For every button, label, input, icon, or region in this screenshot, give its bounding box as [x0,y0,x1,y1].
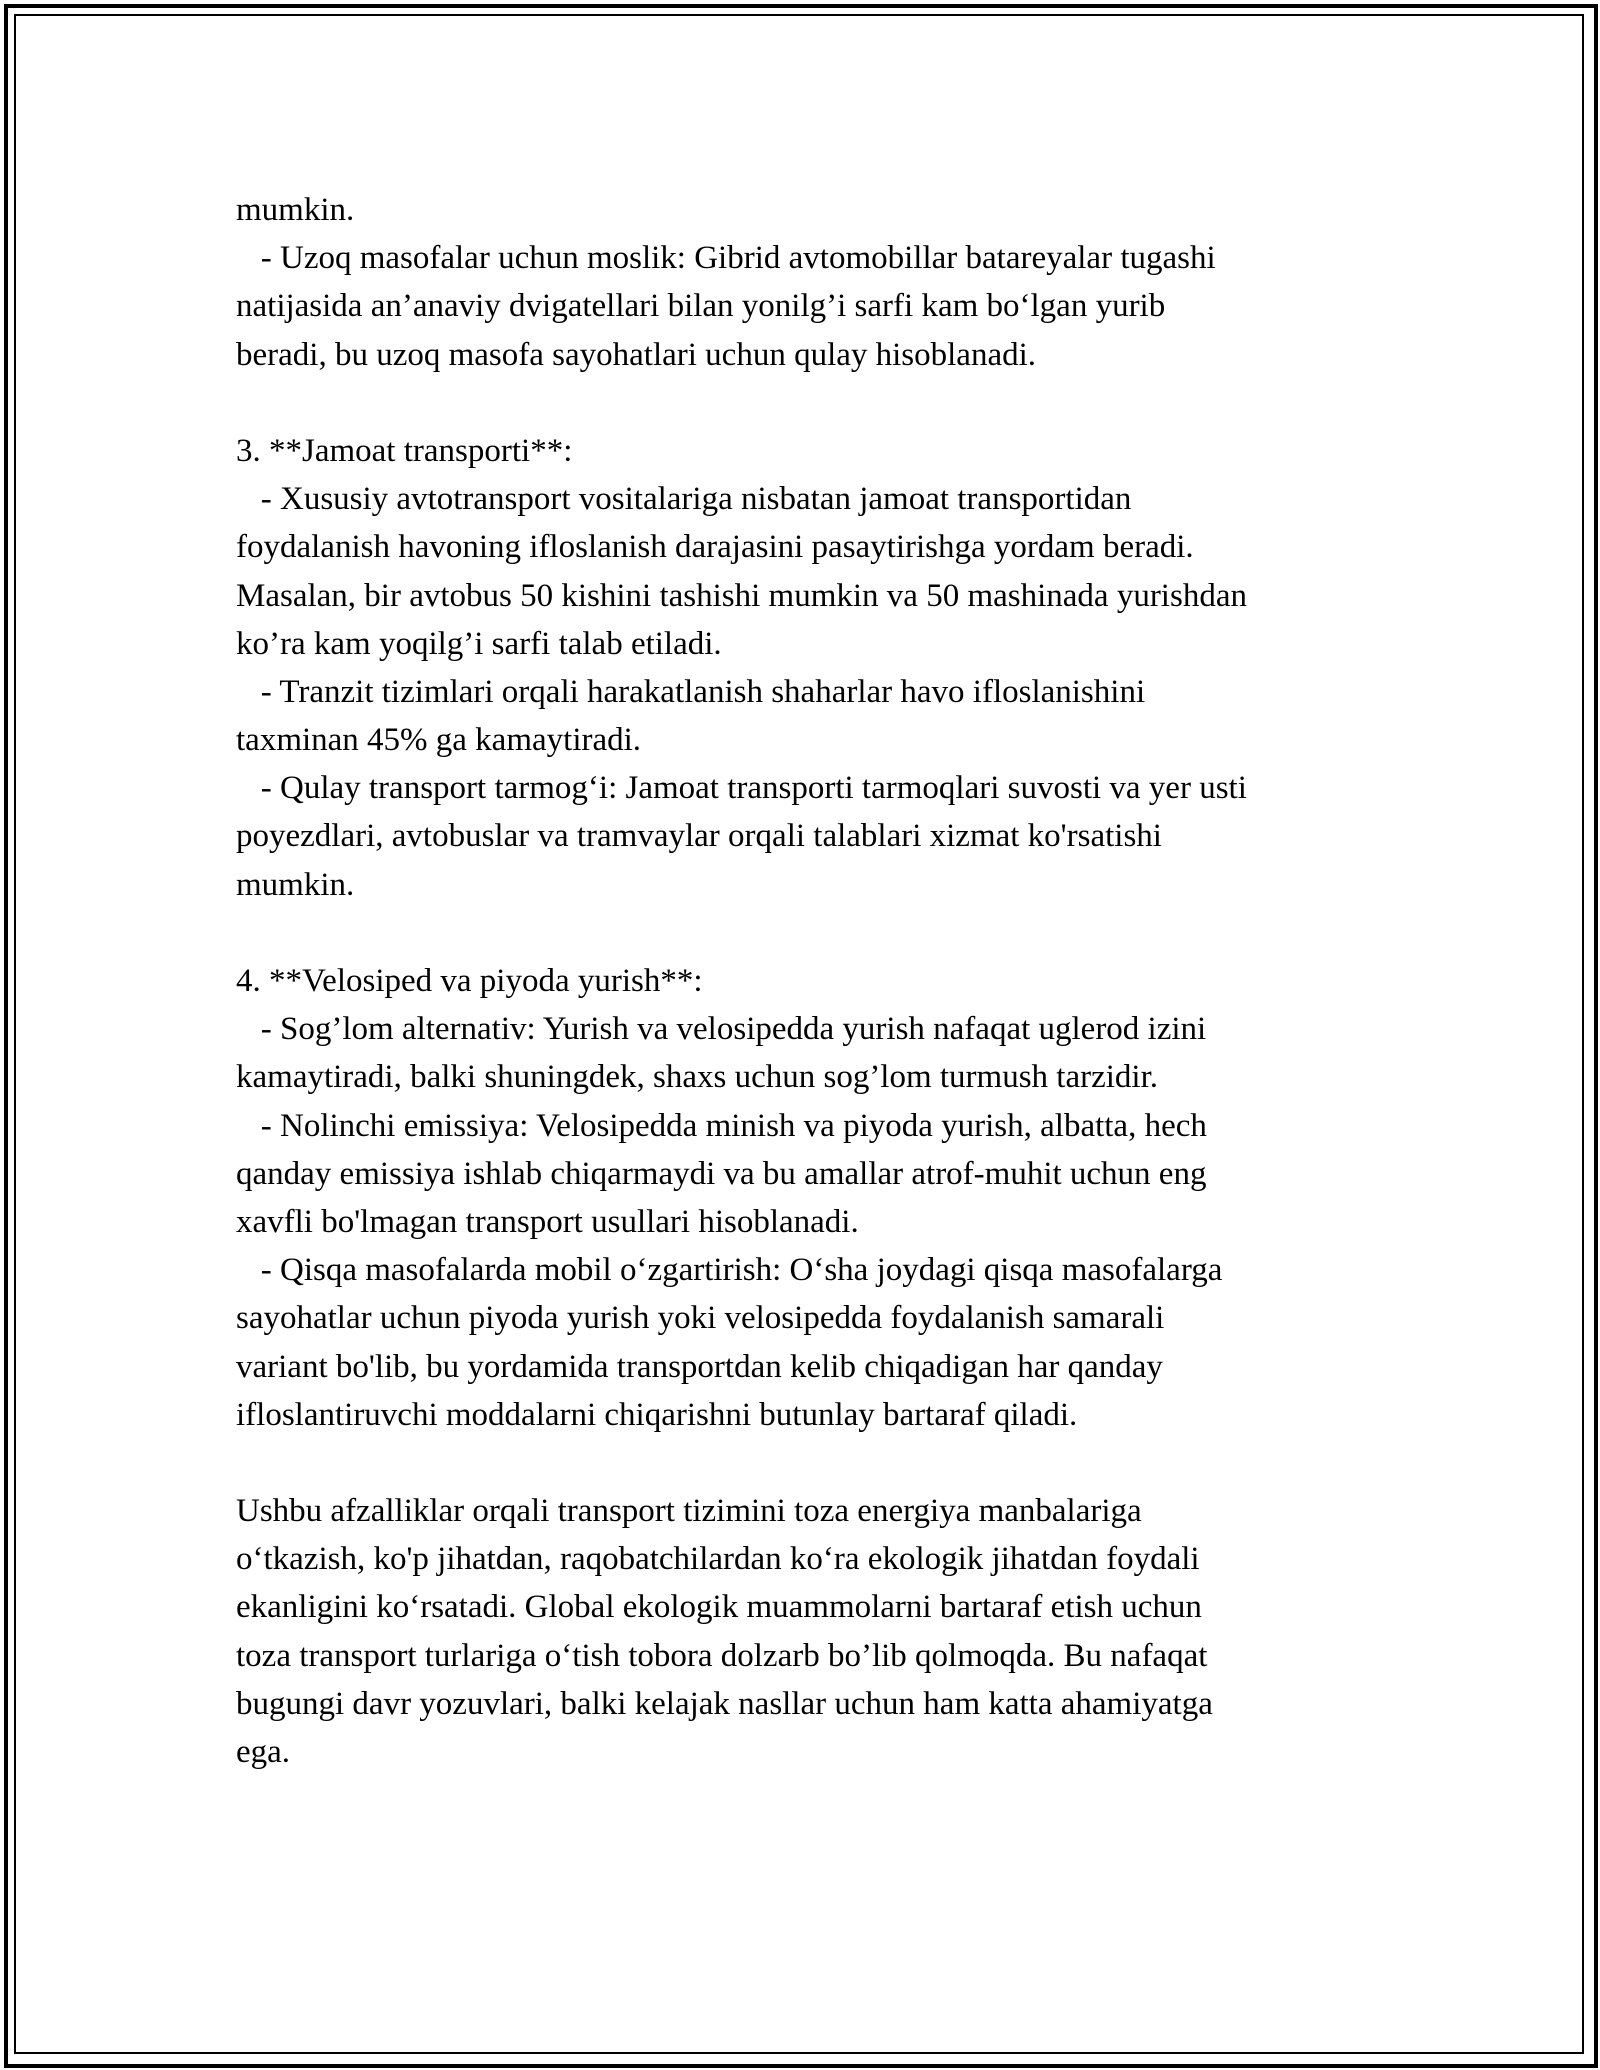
text-line: sayohatlar uchun piyoda yurish yoki velosipedda foydalanish samarali [236,1300,1165,1337]
paragraph-gap [236,1439,1406,1487]
document-body [236,186,1406,1776]
text-line: Masalan, bir avtobus 50 kishini tashishi mumkin va 50 mashinada yurishdan [236,577,1247,614]
text-line: taxminan 45% ga kamaytiradi. [236,722,642,759]
section-heading: 4. **Velosiped va piyoda yurish**: [236,963,703,999]
text-line: - Sog’lom alternativ: Yurish va velosipedda yurish nafaqat uglerod izini [236,1011,1207,1048]
text-line: mumkin. [236,192,355,228]
text-line: - Qulay transport tarmog‘i: Jamoat transporti tarmoqlari suvosti va yer usti [236,770,1247,807]
text-line: qanday emissiya ishlab chiqarmaydi va bu amallar atrof-muhit uchun eng [236,1155,1207,1192]
text-line: ko’ra kam yoqilg’i sarfi talab etiladi. [236,625,722,662]
text-line: ega. [236,1734,291,1770]
text-line: - Xususiy avtotransport vositalariga nisbatan jamoat transportidan [236,481,1132,518]
text-line: mumkin. [236,866,355,903]
text-line: o‘tkazish, ko'p jihatdan, raqobatchilardan ko‘ra ekologik jihatdan foydali [236,1541,1200,1578]
text-line: bugungi davr yozuvlari, balki kelajak nasllar uchun ham katta ahamiyatga [236,1685,1213,1722]
text-line: variant bo'lib, bu yordamida transportdan kelib chiqadigan har qanday [236,1348,1163,1385]
paragraph-gap [236,909,1406,957]
text-line: natijasida an’anaviy dvigatellari bilan yonilg’i sarfi kam bo‘lgan yurib [236,288,1166,325]
text-line: - Tranzit tizimlari orqali harakatlanish shaharlar havo ifloslanishini [236,673,1146,710]
text-line: toza transport turlariga o‘tish tobora dolzarb bo’lib qolmoqda. Bu nafaqat [236,1637,1208,1674]
text-line: xavfli bo'lmagan transport usullari hisoblanadi. [236,1203,859,1240]
text-line: - Uzoq masofalar uchun moslik: Gibrid avtomobillar batareyalar tugashi [236,240,1216,277]
section-heading: 3. **Jamoat transporti**: [236,432,573,469]
text-line: ifloslantiruvchi moddalarni chiqarishni butunlay bartaraf qiladi. [236,1396,1078,1433]
paragraph-gap [236,379,1406,427]
text-line: poyezdlari, avtobuslar va tramvaylar orqali talablari xizmat ko'rsatishi [236,818,1162,855]
text-line: Ushbu afzalliklar orqali transport tizimini toza energiya manbalariga [236,1493,1142,1530]
text-line: foydalanish havoning ifloslanish darajasini pasaytirishga yordam beradi. [236,529,1194,566]
text-line: kamaytiradi, balki shuningdek, shaxs uchun sog’lom turmush tarzidir. [236,1059,1159,1096]
text-line: - Nolinchi emissiya: Velosipedda minish va piyoda yurish, albatta, hech [236,1107,1207,1144]
text-line: - Qisqa masofalarda mobil o‘zgartirish: O‘sha joydagi qisqa masofalarga [236,1252,1223,1289]
text-line: ekanligini ko‘rsatadi. Global ekologik muammolarni bartaraf etish uchun [236,1589,1202,1626]
text-line: beradi, bu uzoq masofa sayohatlari uchun qulay hisoblanadi. [236,336,1037,373]
